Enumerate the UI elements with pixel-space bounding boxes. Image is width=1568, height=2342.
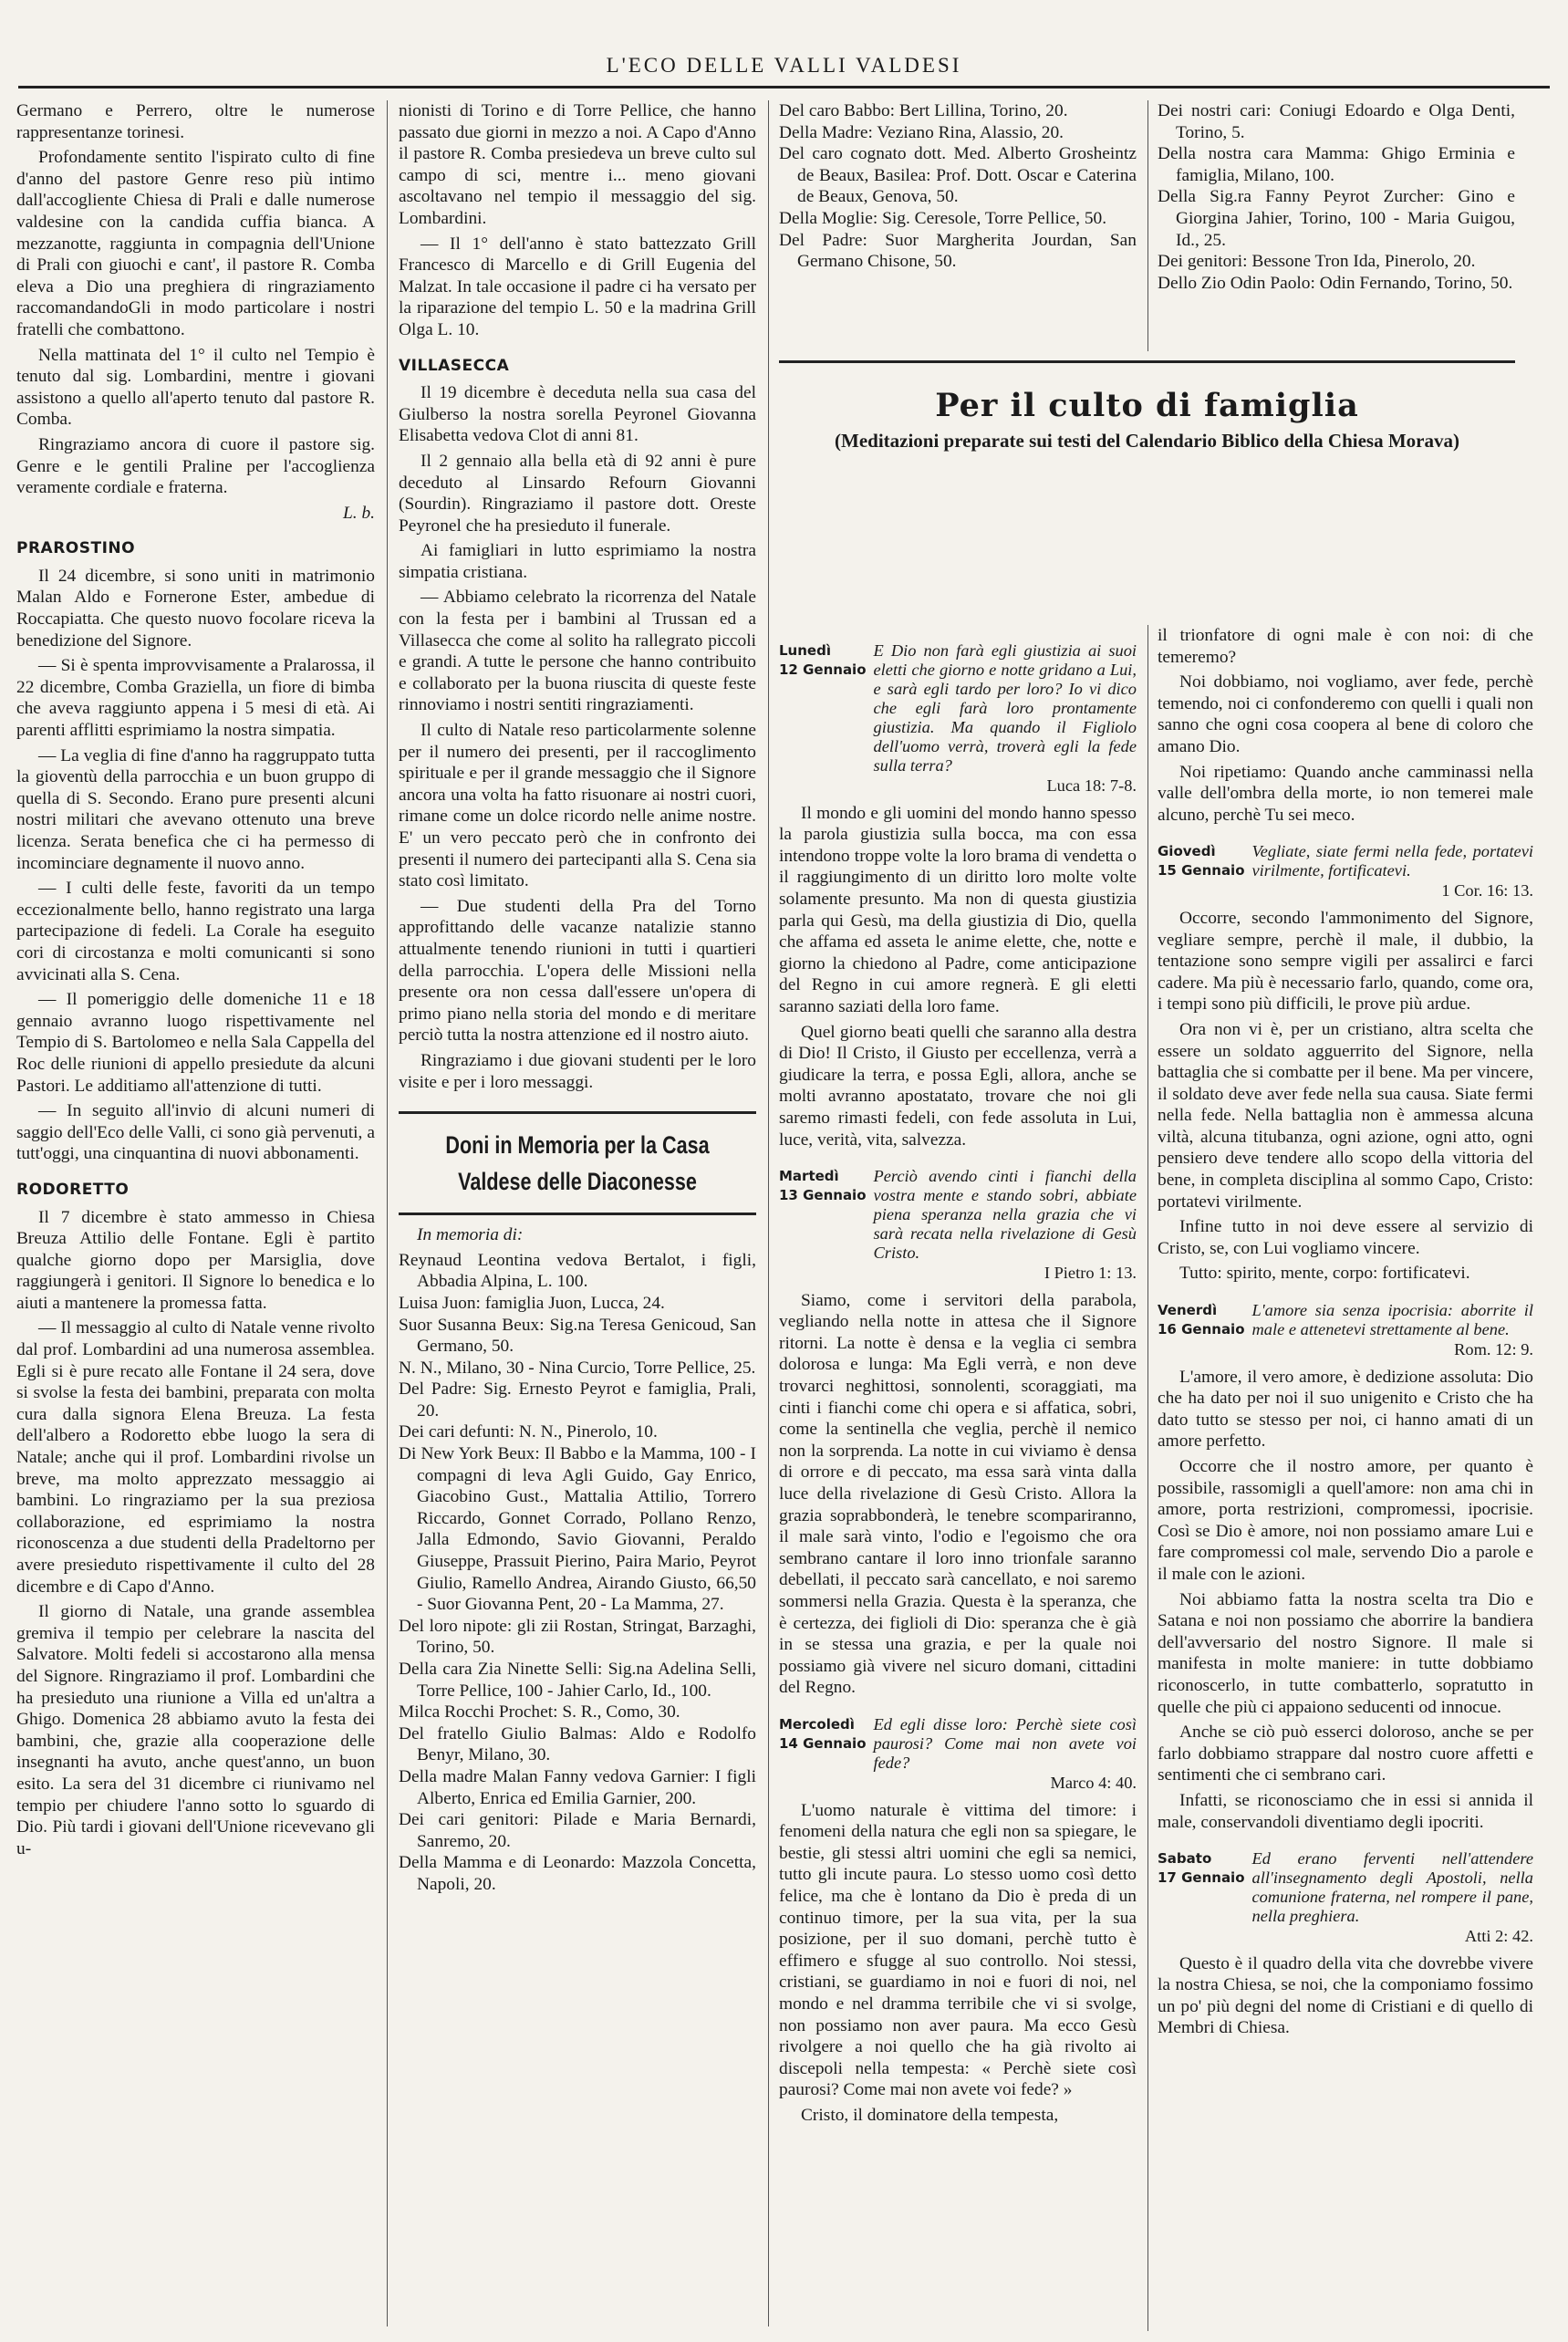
- paragraph: Occorre, secondo l'ammonimento del Signore, vegliare sempre, perchè il male, il dubbio, la tentazione sono sempre vigili per assalirci e farci cadere. Ma più è necessario farlo, quando, come ora, i tempi sono più difficili, le prove più ardue.: [1158, 908, 1533, 1015]
- paragraph: Noi ripetiamo: Quando anche camminassi nella valle dell'ombra della morte, io non temerei male alcuno, perchè Tu sei meco.: [1158, 762, 1533, 825]
- donation-entry: Del Padre: Sig. Ernesto Peyrot e famiglia, Prali, 20.: [399, 1379, 756, 1421]
- donation-entry: N. N., Milano, 30 - Nina Curcio, Torre Pellice, 25.: [399, 1358, 756, 1378]
- paragraph: Siamo, come i servitori della parabola, vegliando nella notte in attesa che il Signore ritorni. La notte è densa e la veglia ci sembra dolorosa e lunga: Ma Egli verrà, e non deve trovarci neghittosi, sonnolenti, scoraggiati, ma cinti i fianchi come chi opera e si affatica, sobri, come la sentinella che veglia, perchè il nemico non la sorprenda. La notte in cui viviamo è densa di orrore e di peccato, ma essa sarà vinta dalla luce della rivelazione di Gesù Cristo. Allora la grazia soprabbonderà, le tenebre scompariranno, il male sarà vinto, l'odio e l'egoismo che ora sembrano cantare il loro inno trionfale saranno debellati, il peccato sarà cancellato, e noi saremo sommersi nella Grazia. Questa è la speranza, che è certezza, dei figlioli di Dio: speranza che è già in se stessa una grazia, e per la quale noi possiamo già vivere nel sicuro domani, cittadini del Regno.: [779, 1290, 1137, 1698]
- donation-entry: Dei genitori: Bessone Tron Ida, Pinerolo, 20.: [1158, 252, 1476, 272]
- paragraph: — Il pomeriggio delle domeniche 11 e 18 gennaio avranno luogo rispettivamente nel Tempio di S. Bartolomeo e nella Sala Cappella del Roc delle riunioni di appello presiedute da alcuni Pastori. Le additiamo all'attenzione di tutti.: [16, 990, 375, 1096]
- day-name: Lunedì 12 Gennaio: [779, 642, 867, 678]
- doni-heading-box: [399, 1111, 756, 1215]
- family-subtitle: (Meditazioni preparate sui testi del Calendario Biblico della Chiesa Morava): [835, 430, 1459, 452]
- donation-entry: Del fratello Giulio Balmas: Aldo e Rodolfo Benyr, Milano, 30.: [399, 1723, 756, 1765]
- donation-entry: Reynaud Leontina vedova Bertalot, i figli, Abbadia Alpina, L. 100.: [399, 1250, 756, 1292]
- paragraph: Ringraziamo ancora di cuore il pastore sig. Genre e le gentili Praline per l'accoglienza veramente cordiale e fraterna.: [16, 434, 375, 498]
- day-entry: [1158, 842, 1533, 902]
- day-verse: E Dio non farà egli giustizia ai suoi eletti che giorno e notte gridano a Lui, e sarà egli tardo per loro? Io vi dico che egli farà loro prontamente giustizia. Ma quando il Figliolo dell'uomo verrà, troverà egli la fede sulla terra?: [873, 641, 1137, 775]
- paragraph: Nella mattinata del 1° il culto nel Tempio è tenuto dal sig. Lombardini, mentre i giovani assistono a quello all'aperto tenuto dal pastore R. Comba.: [16, 345, 375, 430]
- paragraph: — I culti delle feste, favoriti da un tempo eccezionalmente bello, hanno registrato una larga partecipazione di fedeli. La Corale ha eseguito cori di circostanza e molti comunicanti si sono avvicinati alla S. Cena.: [16, 879, 375, 984]
- donation-entry: Della Madre: Veziano Rina, Alassio, 20.: [779, 122, 1064, 142]
- doni-title: Doni in Memoria per la Casa Valdese delle Diaconesse: [445, 1131, 710, 1196]
- donation-entry: Della Moglie: Sig. Ceresole, Torre Pellice, 50.: [779, 208, 1107, 228]
- column-rule: [387, 100, 388, 2326]
- column-2: [399, 100, 756, 2326]
- donation-entry: Dei cari genitori: Pilade e Maria Bernardi, Sanremo, 20.: [399, 1810, 756, 1851]
- donation-entry: Della madre Malan Fanny vedova Garnier: I figli Alberto, Enrica ed Emilia Garnier, 200.: [399, 1766, 756, 1808]
- verse-reference: Luca 18: 7-8.: [1046, 776, 1137, 795]
- column-4-donations: [1158, 100, 1515, 401]
- paragraph: Anche se ciò può esserci doloroso, anche se per farlo dobbiamo strappare dal nostro cuore affetti e sentimenti che ci sembrano cari.: [1158, 1723, 1533, 1785]
- day-verse: Ed erano ferventi nell'attendere all'insegnamento degli Apostoli, nella comunione fraterna, nel rompere il pane, nella preghiera.: [1251, 1849, 1533, 1926]
- donation-entry: Suor Susanna Beux: Sig.na Teresa Genicoud, San Germano, 50.: [399, 1315, 756, 1357]
- paragraph: Tutto: spirito, mente, corpo: fortificatevi.: [1179, 1264, 1470, 1284]
- day-entry: [779, 1715, 1137, 1795]
- family-title: Per il culto di famiglia: [935, 387, 1359, 424]
- section-heading-prarostino: PRAROSTINO: [16, 539, 136, 558]
- paragraph: Questo è il quadro della vita che dovrebbe vivere la nostra Chiesa, se noi, che la componiamo fossimo un po' più degni del nome di Cristiani e di quello di Membri di Chiesa.: [1158, 1953, 1533, 2038]
- day-verse: L'amore sia senza ipocrisia: aborrite il male e attenetevi strettamente al bene.: [1251, 1301, 1533, 1339]
- paragraph: Il 7 dicembre è stato ammesso in Chiesa Breuza Attilio delle Fontane. Egli è partito qualche giorno dopo per Marsiglia, dove raggiungerà i genitori. Il Signore lo benedica e lo aiuti a mantenere la promessa fatta.: [16, 1207, 375, 1313]
- day-entry: [779, 641, 1137, 797]
- donation-entry: Di New York Beux: Il Babbo e la Mamma, 100 - I compagni di leva Agli Guido, Gay Enrico, Giacobino Gust., Mattalia Attilio, Torrero Riccardo, Gonnet Corrado, Pollano Renzo, Jalla Edmondo, Savio Giovanni, Peraldo Giuseppe, Prassuit Pierino, Paira Mario, Peyrot Giulio, Ramello Andrea, Airando Giusto, 66,50 - Suor Giovanna Pent, 20 - La Mamma, 27.: [399, 1444, 756, 1615]
- verse-reference: I Pietro 1: 13.: [1044, 1264, 1137, 1283]
- day-name: Giovedì 15 Gennaio: [1158, 843, 1245, 880]
- column-3-meditations: [779, 625, 1137, 2331]
- donation-entry: Luisa Juon: famiglia Juon, Lucca, 24.: [399, 1293, 665, 1313]
- column-rule: [1147, 100, 1148, 351]
- paragraph: — Si è spenta improvvisamente a Pralarossa, il 22 dicembre, Comba Graziella, un fiore di bimba che aveva raggiunto appena i 5 mesi di età. Ai parenti afflitti esprimiamo la nostra simpatia.: [16, 656, 375, 741]
- day-name: Martedì 13 Gennaio: [779, 1168, 867, 1204]
- paragraph: L'uomo naturale è vittima del timore: i fenomeni della natura che egli non sa spiegare, le bestie, gli stessi altri uomini che egli sa nemici, tutto gli incute paura. Lo stesso uomo così detto felice, ma che è lontano da Dio è preda di un continuo timore, per la sua vita, per la sua posizione, per il suo domani, perchè tutto è effimero e sfugge al suo controllo. Noi stessi, cristiani, se guardiamo in noi e fuori di noi, nel mondo e nel dramma terribile che vi si svolge, non possiamo non aver paura. Ma ecco Gesù rivolgere a noi quello che ha già rivolto ai discepoli nella tempesta: « Perchè siete così paurosi? Come mai non avete voi fede? »: [779, 1800, 1137, 2100]
- paragraph: nionisti di Torino e di Torre Pellice, che hanno passato due giorni in mezzo a noi. A Capo d'Anno il pastore R. Comba presiedeva un breve culto sul campo di sci, mentre i... meno giovani ascoltavano nel tempio il messaggio del sig. Lombardini.: [399, 101, 756, 228]
- column-4-meditations: [1158, 625, 1533, 2331]
- doni-list: [399, 1250, 756, 1896]
- donation-entry: Milca Rocchi Prochet: S. R., Como, 30.: [399, 1702, 680, 1723]
- day-entry: [779, 1167, 1137, 1285]
- section-heading-rodoretto: RODORETTO: [16, 1180, 130, 1199]
- day-entry: [1158, 1301, 1533, 1361]
- paragraph: — In seguito all'invio di alcuni numeri di saggio dell'Eco delle Valli, ci sono già pervenuti, a tutt'oggi, una cinquantina di nuovi abbonamenti.: [16, 1101, 375, 1164]
- paragraph: Il 19 dicembre è deceduta nella sua casa del Giulberso la nostra sorella Peyronel Giovanna Elisabetta vedova Clot di anni 81.: [399, 383, 756, 446]
- doni-intro: In memoria di:: [417, 1225, 524, 1245]
- paragraph: Il culto di Natale reso particolarmente solenne per il numero dei presenti, per il raccoglimento spirituale e per il grande messaggio che il Signore ancora una volta ha fatto risuonare ai nostri cuori, rimane come un dolce ricordo nelle anime nostre. E' un vero peccato però che in confronto dei presenti il numero dei partecipanti alla S. Cena sia stato così limitato.: [399, 721, 756, 891]
- donation-entry: Del Padre: Suor Margherita Jourdan, San Germano Chisone, 50.: [779, 230, 1137, 272]
- paragraph: Ai famigliari in lutto esprimiamo la nostra simpatia cristiana.: [399, 541, 756, 582]
- paragraph: Cristo, il dominatore della tempesta,: [801, 2105, 1059, 2125]
- paragraph: L'amore, il vero amore, è dedizione assoluta: Dio che ha dato per noi il suo unigenito e Cristo che ha dato tutto se stesso per noi, ci hanno amati di un amore perfetto.: [1158, 1367, 1533, 1452]
- paragraph: — Il messaggio al culto di Natale venne rivolto dal prof. Lombardini ad una numerosa assemblea. Egli si è pure recato alle Fontane il 24 sera, dove si svolse la festa dei bambini, preparata con molta cura dalla signora Elena Breuza. La festa dell'albero a Rodoretto ebbe luogo la sera di Natale; anche qui il prof. Lombardini rivolse un breve, ma molto apprezzato messaggio ai bambini. Lo ringraziamo per la sua preziosa collaborazione, ed esprimiamo la nostra riconoscenza a due studenti della Pradeltorno per avere presieduto rispettivamente il culto del 28 dicembre e di Capo d'Anno.: [16, 1318, 375, 1597]
- column-3-donations: [779, 100, 1137, 401]
- paragraph: Ringraziamo i due giovani studenti per le loro visite e per i loro messaggi.: [399, 1050, 756, 1092]
- paragraph: — Due studenti della Pra del Torno approfittando delle vacanze natalizie stanno attualmente tenendo riunioni in tutti i quartieri della parrocchia. L'opera delle Missioni nella presente ora non cessa dall'essere un'opera di primo piano nella storia del mondo e di meritare perciò tutta la nostra attenzione ed il nostro aiuto.: [399, 896, 756, 1046]
- masthead: L'ECO DELLE VALLI VALDESI: [18, 46, 1550, 88]
- donation-entry: Del loro nipote: gli zii Rostan, Stringat, Barzaghi, Torino, 50.: [399, 1616, 756, 1658]
- paragraph: Il 2 gennaio alla bella età di 92 anni è pure deceduto al Linsardo Refourn Giovanni (Sourdin). Ringraziamo il pastore dott. Oreste Peyronel che ha presieduto il funerale.: [399, 451, 756, 536]
- day-verse: Ed egli disse loro: Perchè siete così paurosi? Come mai non avete voi fede?: [873, 1714, 1137, 1772]
- donation-entry: Dei nostri cari: Coniugi Edoardo e Olga Denti, Torino, 5.: [1158, 101, 1515, 142]
- donation-entry: Dei cari defunti: N. N., Pinerolo, 10.: [399, 1422, 658, 1442]
- paragraph: Il mondo e gli uomini del mondo hanno spesso la parola giustizia sulla bocca, ma con essa intendono troppe volte la loro brama di vendetta o il raggiungimento di un diritto loro molte volte solamente presunto. Ma non di questa giustizia parla qui Gesù, ma della giustizia di Dio, quella che affama ed asseta le anime elette, che, notte e giorno la chiedono al Padre, come anticipazione del Regno in cui amore regnerà. E gli eletti saranno saziati della loro fame.: [779, 803, 1137, 1016]
- paragraph: Infine tutto in noi deve essere al servizio di Cristo, se, con Lui vogliamo vincere.: [1158, 1217, 1533, 1258]
- paragraph: il trionfatore di ogni male è con noi: di che temeremo?: [1158, 626, 1533, 667]
- day-entry: [1158, 1849, 1533, 1948]
- section-heading-villasecca: VILLASECCA: [399, 356, 510, 375]
- paragraph: Noi dobbiamo, noi vogliamo, aver fede, perchè temendo, noi ci confonderemo con quelli i quali non sanno che ogni cosa coopera al bene di coloro che amano Dio.: [1158, 672, 1533, 756]
- paragraph: Il 24 dicembre, si sono uniti in matrimonio Malan Aldo e Fornerone Ester, ambedue di Roccapiatta. Che questo nuovo focolare riceva la benedizione del Signore.: [16, 566, 375, 651]
- verse-reference: 1 Cor. 16: 13.: [1441, 881, 1533, 900]
- verse-reference: Atti 2: 42.: [1464, 1927, 1533, 1946]
- paragraph: Il giorno di Natale, una grande assemblea gremiva il tempio per celebrare la nascita del Salvatore. Molti fedeli si accostarono alla mensa del Signore. Ringraziamo il prof. Lombardini che ha presieduto una riunione a Villa ed un'altra a Ghigo. Domenica 28 abbiamo avuto la festa dei bambini, che, grazie alla cooperazione delle insegnanti ha avuto, anche quest'anno, un buon esito. La sera del 31 dicembre ci riunivamo nel tempio per chiudere l'anno sotto lo sguardo di Dio. Più tardi i giovani dell'Unione ricevevano gli u-: [16, 1602, 375, 1858]
- donation-entry: Dello Zio Odin Paolo: Odin Fernando, Torino, 50.: [1158, 273, 1513, 293]
- family-worship-heading: [779, 360, 1515, 453]
- day-verse: Perciò avendo cinti i fianchi della vostra mente e stando sobri, abbiate piena speranza nella grazia che vi sarà recata nella rivelazione di Gesù Cristo.: [873, 1167, 1137, 1263]
- paragraph: Noi abbiamo fatta la nostra scelta tra Dio e Satana e noi non possiamo che aborrire la bandiera dell'avversario del nostro Signore. Il male si manifesta in molte maniere: in tutte dobbiamo riconoscerlo, in tutte combatterlo, sopratutto in quelle che più ci appaiono seducenti od innocue.: [1158, 1589, 1533, 1717]
- paragraph: Ora non vi è, per un cristiano, altra scelta che essere un soldato agguerrito del Signore, nella battaglia che si combatte per il bene. Ma per vincere, il soldato deve aver fede nella sua causa. Siate fermi nella fede. Nella battaglia non è ammessa alcuna viltà, alcuna titubanza, ogni azione, ogni atto, ogni pensiero deve tendere allo scopo della vittoria del bene, in completa disciplina al sommo Capo, Cristo: portatevi virilmente.: [1158, 1019, 1533, 1212]
- donation-entry: Della Sig.ra Fanny Peyrot Zurcher: Gino e Giorgina Jahier, Torino, 100 - Maria Guigou, Id., 25.: [1158, 187, 1515, 250]
- paragraph: — Abbiamo celebrato la ricorrenza del Natale con la festa per i bambini al Trussan ed a Villasecca che come al solito ha rallegrato piccoli e grandi. A tutte le persone che hanno contribuito e collaborato per la buona riuscita di queste feste rinnoviamo i nostri sentiti ringraziamenti.: [399, 588, 756, 715]
- paragraph: Quel giorno beati quelli che saranno alla destra di Dio! Il Cristo, il Giusto per eccellenza, verrà a giudicare la terra, e possa Egli, allora, anche se molti avranno apostatato, trovare che noi gli saremo rimasti fedeli, con fede assoluta in Lui, luce, verità, vita, salvezza.: [779, 1022, 1137, 1150]
- day-name: Mercoledì 14 Gennaio: [779, 1715, 867, 1752]
- paragraph: — La veglia di fine d'anno ha raggruppato tutta la gioventù della parrocchia e un buon gruppo di quella di S. Secondo. Erano pure presenti alcuni nostri militari che avevano ottenuto una breve licenza. Serata benefica che ci ha permesso di incominciare degnamente il nuovo anno.: [16, 745, 375, 873]
- column-1: [16, 100, 375, 2326]
- donation-entry: Del caro cognato dott. Med. Alberto Grosheintz de Beaux, Basilea: Prof. Dott. Oscar e Caterina de Beaux, Genova, 50.: [779, 144, 1137, 207]
- donation-entry: Della Mamma e di Leonardo: Mazzola Concetta, Napoli, 20.: [399, 1853, 756, 1894]
- paragraph: Profondamente sentito l'ispirato culto di fine d'anno del pastore Genre reso più intimo dall'accogliente Chiesa di Prali e dalle numerose valdesine con la candida cuffia bianca. A mezzanotte, raggiunta in compagnia dell'Unione di Prali con giuochi e cant', il pastore R. Comba eleva a Dio una preghiera di ringraziamento raccomandandoGli in modo particolare i nostri fratelli che combattono.: [16, 148, 375, 339]
- day-name: Venerdì 16 Gennaio: [1158, 1302, 1245, 1338]
- signoff: L. b.: [342, 503, 375, 523]
- donation-entry: Della cara Zia Ninette Selli: Sig.na Adelina Selli, Torre Pellice, 100 - Jahier Carlo, Id., 100.: [399, 1660, 756, 1701]
- donation-entry: Del caro Babbo: Bert Lillina, Torino, 20.: [779, 101, 1068, 120]
- verse-reference: Marco 4: 40.: [1050, 1773, 1137, 1792]
- verse-reference: Rom. 12: 9.: [1454, 1340, 1533, 1359]
- column-rule: [1147, 625, 1148, 2331]
- column-rule: [768, 100, 769, 2326]
- day-verse: Vegliate, siate fermi nella fede, portatevi virilmente, fortificatevi.: [1251, 842, 1533, 880]
- paragraph: — Il 1° dell'anno è stato battezzato Grill Francesco di Marcello e di Grill Eugenia del Malzat. In tale occasione il padre ci ha versato per la riparazione del tempio L. 50 e la madrina Grill Olga L. 10.: [399, 234, 756, 339]
- donation-entry: Della nostra cara Mamma: Ghigo Erminia e famiglia, Milano, 100.: [1158, 144, 1515, 185]
- day-name: Sabato 17 Gennaio: [1158, 1850, 1245, 1887]
- paragraph: Infatti, se riconosciamo che in essi si annida il male, conservandoli diventiamo degli ipocriti.: [1158, 1790, 1533, 1832]
- paragraph: Occorre che il nostro amore, per quanto è possibile, rassomigli a quell'amore: non ama chi in amore, porta restrizioni, compromessi, ipocrisie. Così se Dio è amore, noi non possiamo amare Lui e fare compromessi col male, servendo Dio a parole e il male con le azioni.: [1158, 1457, 1533, 1584]
- paragraph: Germano e Perrero, oltre le numerose rappresentanze torinesi.: [16, 101, 375, 142]
